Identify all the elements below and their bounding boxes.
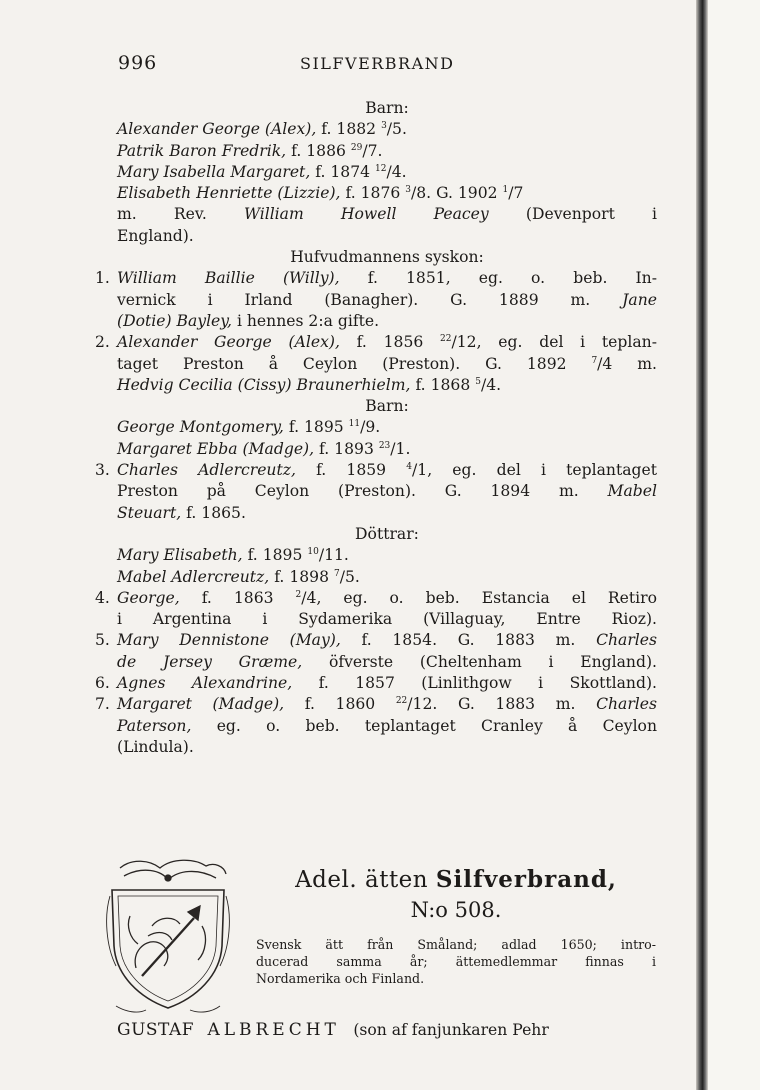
date-day: 12 <box>375 163 387 174</box>
text-line-mary1 <box>117 162 657 183</box>
entry-number: 6. <box>95 674 110 693</box>
text-line-george <box>117 417 657 438</box>
text-line-alexander2b <box>117 354 657 375</box>
person-name: Alexander George (Alex), <box>117 333 340 352</box>
person-name: William Howell Peacey <box>243 205 489 224</box>
detail-text: f. 1859 <box>295 461 407 480</box>
adel-title-name: Silfverbrand, <box>435 866 617 893</box>
adel-number: N:o 508. <box>410 898 502 922</box>
person-name: (Dotie) Bayley, <box>117 311 232 330</box>
detail-text: f. 1898 <box>269 567 334 586</box>
person-name: George, <box>117 588 180 607</box>
date-day: 4 <box>406 461 413 472</box>
adel-description <box>256 936 656 987</box>
adel-desc-line: Svensk ätt från Småland; adlad 1650; intro- <box>256 937 656 952</box>
entry-number: 2. <box>95 333 110 352</box>
entry-start-line <box>117 1020 657 1040</box>
date-month: /1, eg. del i teplantaget <box>412 461 657 480</box>
text-line-margaret1 <box>117 439 657 460</box>
surname: ALBRECHT <box>207 1020 340 1040</box>
text-line-william3 <box>117 311 657 332</box>
detail-text: f. 1886 <box>286 141 351 160</box>
text-line-william1 <box>95 268 657 289</box>
detail-text: f. 1895 <box>283 418 349 437</box>
date-day: 10 <box>307 547 319 558</box>
spouse-name: Charles <box>596 631 658 650</box>
detail-text: f. 1863 <box>179 588 296 607</box>
adel-desc-line: ducerad samma år; ättemedlemmar finnas i <box>256 954 656 969</box>
person-name: Margaret Ebba (Madge), <box>117 439 315 458</box>
text-line-elisabeth1 <box>117 183 657 204</box>
text-line-william2 <box>117 290 657 311</box>
date-day: 22 <box>395 696 408 707</box>
parent-note: (son af fanjunkaren Pehr <box>353 1021 549 1039</box>
adel-title-prefix: Adel. ätten <box>295 867 429 893</box>
plain-text: Barn: <box>365 397 409 416</box>
person-name: Agnes Alexandrine, <box>117 674 293 693</box>
person-name: Margaret (Madge), <box>117 695 285 714</box>
entry-number: 5. <box>95 631 110 650</box>
coat-of-arms-image <box>102 856 234 1016</box>
date-month: /5. <box>386 120 407 139</box>
person-name: William Baillie (Willy), <box>117 269 340 288</box>
plain-text: Preston på Ceylon (Preston). G. 1894 m. <box>117 482 608 501</box>
entry-number: 3. <box>95 461 110 480</box>
detail-text: f. 1868 <box>410 375 476 394</box>
genealogy-text <box>95 98 658 758</box>
date-day: 5 <box>475 376 481 387</box>
date-month: /4. <box>480 375 502 394</box>
date-day: 3 <box>381 121 387 132</box>
text-line-mary3b <box>117 652 657 673</box>
detail-text: f. 1860 <box>284 695 396 714</box>
date-month: /9. <box>360 418 381 437</box>
detail-text: f. 1854. G. 1883 m. <box>340 631 597 650</box>
prefix-text: m. Rev. <box>117 205 244 224</box>
date-month: /4. <box>386 162 407 181</box>
page-header <box>118 52 658 76</box>
detail-text: f. 1851, eg. o. beb. In- <box>339 269 657 288</box>
detail-text: öfverste (Cheltenham i England). <box>302 652 657 671</box>
person-name: Mary Dennistone (May), <box>117 631 341 650</box>
entry-number: 4. <box>95 588 110 607</box>
text-line-alexander2c <box>117 375 657 396</box>
date-month: /12. G. 1883 m. <box>407 695 597 714</box>
detail-text: f. 1856 <box>339 333 441 352</box>
person-name: George Montgomery, <box>117 418 284 437</box>
person-name: Mabel Adlercreutz, <box>117 567 270 586</box>
text-line-margaret2c <box>117 737 657 758</box>
text-line-elisabeth2 <box>117 204 657 225</box>
text-line-mabel <box>117 567 657 588</box>
text-line-charles1a <box>95 460 657 481</box>
adel-title <box>256 866 656 898</box>
plain-text: i Argentina i Sydamerika (Villaguay, Entre Rioz). <box>117 610 657 629</box>
person-name: Alexander George (Alex), <box>117 120 317 139</box>
date-day: 7 <box>333 568 340 579</box>
person-name: Paterson, <box>117 716 192 735</box>
date-day: 1 <box>502 185 509 195</box>
text-line-elisabeth3 <box>117 226 657 247</box>
date-month: /11. <box>318 546 349 565</box>
detail-text: f. 1874 <box>310 162 376 181</box>
text-line-dottrar <box>117 524 657 545</box>
date-day: 3 <box>405 185 411 195</box>
plain-text: (Lindula). <box>117 737 194 756</box>
date-month: /5. <box>339 567 360 586</box>
detail-text: f. 1876 <box>340 184 406 203</box>
text-line-patrik <box>117 141 657 162</box>
entry-number: 1. <box>95 269 110 288</box>
adel-desc-line: Nordamerika och Finland. <box>256 971 425 986</box>
date-day: 7 <box>591 355 598 366</box>
text-line-alexander2a <box>95 332 657 353</box>
detail-text: (Devenport i <box>488 205 658 224</box>
text-line-barn1 <box>117 98 657 119</box>
detail-text: f. 1857 (Linlithgow i Skottland). <box>292 674 657 693</box>
date-day: 22 <box>440 334 452 345</box>
text-line-barn2 <box>117 396 657 417</box>
text-line-george2b <box>117 609 657 630</box>
text-line-mary2 <box>117 545 657 566</box>
book-spine-shadow <box>696 0 708 1090</box>
page-edge <box>708 0 760 1090</box>
date-day: 11 <box>348 419 361 430</box>
text-line-charles1c <box>117 503 657 524</box>
person-name: de Jersey Græme, <box>117 652 303 671</box>
date-month: /7 <box>508 184 524 203</box>
detail-text: eg. o. beb. teplantaget Cranley å Ceylon <box>191 716 657 735</box>
plain-text: Döttrar: <box>355 524 419 543</box>
detail-text: f. 1882 <box>316 120 382 139</box>
date-day: 23 <box>378 440 391 451</box>
plain-text: taget Preston å Ceylon (Preston). G. 1892 <box>117 354 592 373</box>
date-day: 2 <box>295 589 302 600</box>
plain-text: Barn: <box>365 99 409 117</box>
spouse-name: Charles <box>596 695 658 714</box>
text-line-charles1b <box>117 481 657 502</box>
person-name: Hedvig Cecilia (Cissy) Braunerhielm, <box>117 375 411 394</box>
text-line-syskon <box>117 247 657 268</box>
plain-text: England). <box>117 226 194 245</box>
text-line-margaret2a <box>95 694 658 715</box>
text-line-alexander1 <box>117 119 657 140</box>
date-month: /1. <box>390 439 411 458</box>
spouse-name: Jane <box>622 290 657 309</box>
person-name: Patrik Baron Fredrik, <box>117 141 287 160</box>
spouse-name: Mabel <box>607 482 657 501</box>
plain-text: Hufvudmannens syskon: <box>290 248 484 267</box>
text-line-george2a <box>95 588 657 609</box>
detail-text: f. 1865. <box>181 503 246 522</box>
date-month: /8. G. 1902 <box>410 184 503 203</box>
text-line-mary3a <box>95 630 658 651</box>
plain-text: vernick i Irland (Banagher). G. 1889 m. <box>117 290 623 309</box>
text-line-margaret2b <box>117 716 657 737</box>
person-name: Charles Adlercreutz, <box>117 461 296 480</box>
detail-text: i hennes 2:a gifte. <box>231 311 380 330</box>
entry-number: 7. <box>95 695 110 714</box>
person-name: Elisabeth Henriette (Lizzie), <box>117 184 341 203</box>
person-name: Mary Isabella Margaret, <box>117 162 311 181</box>
date-day: 29 <box>350 142 363 153</box>
text-line-agnes <box>95 673 657 694</box>
running-title: SILFVERBRAND <box>300 54 455 73</box>
date-month: /12, eg. del i teplan- <box>451 333 657 352</box>
detail-text: f. 1893 <box>314 439 379 458</box>
adel-notice <box>256 866 656 987</box>
person-name: Mary Elisabeth, <box>117 546 243 565</box>
page-number: 996 <box>118 52 158 74</box>
first-name: GUSTAF <box>117 1020 195 1040</box>
date-month: /4, eg. o. beb. Estancia el Retiro <box>301 588 657 607</box>
person-name: Steuart, <box>117 503 182 522</box>
detail-text: f. 1895 <box>242 546 308 565</box>
date-month: /7. <box>362 141 383 160</box>
date-month: /4 m. <box>597 354 657 373</box>
